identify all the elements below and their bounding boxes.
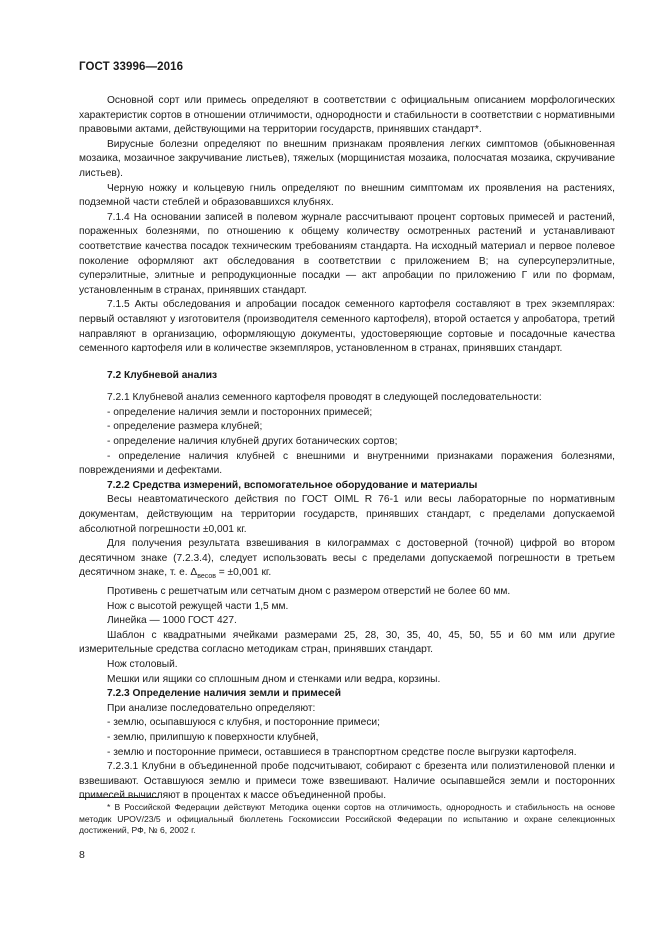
paragraph: При анализе последовательно определяют:: [107, 702, 316, 714]
list-item: - определение наличия земли и посторонних примесей;: [107, 406, 373, 418]
paragraph-text: = ±0,001 кг.: [215, 567, 272, 579]
list-item: - определение наличия клубней с внешними и внутренними признаками поражения болезнями, повреждениями и дефектами.: [79, 450, 615, 477]
paragraph: Черную ножку и кольцевую гниль определяют по внешним симптомам их проявления на растениях, подземной части стеблей и образовавшихся клубнях.: [79, 182, 615, 209]
subscript: весов: [197, 573, 216, 581]
footnote-divider: [79, 797, 159, 798]
subsection-heading-7-2-3: 7.2.3 Определение наличия земли и примесей: [107, 688, 341, 700]
document-header: ГОСТ 33996—2016: [79, 61, 184, 73]
section-heading-7-2: 7.2 Клубневой анализ: [107, 369, 218, 381]
paragraph: Весы неавтоматического действия по ГОСТ OIML R 76-1 или весы лабораторные по нормативным документам, действующим на территории государств, принявших стандарт, с пределами допускаемой абсолютной погрешности ±0,001 кг.: [79, 494, 615, 535]
page-number: 8: [79, 849, 85, 861]
footnote: * В Российской Федерации действуют Методика оценки сортов на отличимость, однородность и стабильность на основе методик UPOV/23/5 и официальный бюллетень Госкомиссии Российской Федерации по испытанию и охране селекционных достижений, РФ, № 6, 2002 г.: [79, 802, 615, 836]
paragraph: Вирусные болезни определяют по внешним признакам проявления легких симптомов (обыкновенная мозаика, мозаичное закручивание листьев), тяжелых (морщинистая мозаика, полосчатая мозаика, скручивание листьев).: [79, 138, 615, 179]
list-item: - землю, прилипшую к поверхности клубней,: [107, 731, 319, 743]
paragraph: Противень с решетчатым или сетчатым дном с размером отверстий не более 60 мм.: [107, 586, 511, 598]
list-item: - определение размера клубней;: [107, 421, 263, 433]
paragraph-text: Для получения результата взвешивания в килограммах с достоверной (точной) цифрой во втором десятичном знаке (7.2.3.4), следует использовать весы с пределами допускаемой погрешности в третьем десятичном знаке, т. е. Δ: [79, 538, 615, 579]
list-item: - землю, осыпавшуюся с клубня, и посторонние примеси;: [107, 717, 380, 729]
paragraph: Шаблон с квадратными ячейками размерами 25, 28, 30, 35, 40, 45, 50, 55 и 60 мм или другие измерительные средства согласно методикам стран, принявших стандарт.: [79, 629, 615, 656]
paragraph-7-2-1: 7.2.1 Клубневой анализ семенного картофеля проводят в следующей последовательности:: [107, 392, 542, 404]
list-item: - землю и посторонние примеси, оставшиеся в транспортном средстве после выгрузки картофеля.: [107, 746, 577, 758]
paragraph: Основной сорт или примесь определяют в соответствии с официальным описанием морфологических характеристик сортов в отношении отличимости, однородности и стабильности в соответствии с нормативными правовыми актами, действующими на территории государств, принявших стандарт*.: [79, 95, 615, 136]
subsection-heading-7-2-2: 7.2.2 Средства измерений, вспомогательное оборудование и материалы: [107, 479, 478, 491]
paragraph-7-1-5: 7.1.5 Акты обследования и апробации посадок семенного картофеля составляют в трех экземплярах: первый оставляют у изготовителя (производителя семенного картофеля), второй остается у апробатора, третий направляют в организацию, оформляющую документы, удостоверяющие сортовые и посадочные качества семенного картофеля или в количестве экземпляров, установленном в странах, принявших стандарт.: [79, 299, 615, 355]
paragraph: [79, 537, 615, 585]
document-body: [79, 94, 615, 804]
paragraph: Нож столовый.: [107, 659, 178, 670]
paragraph-7-1-4: 7.1.4 На основании записей в полевом журнале рассчитывают процент сортовых примесей и растений, пораженных болезнями, по отношению к общему количеству осмотренных растений и устанавливают соответствие качества посадок техническим требованиям стандарта. На исходный материал и первое полевое поколение оформляют акт обследования в соответствии с приложением В; на суперсуперэлитные, суперэлитные, элитные и репродукционные посадки — акт апробации по приложению Г или по формам, установленным в странах, принявших стандарт.: [79, 211, 615, 296]
paragraph: Линейка — 1000 ГОСТ 427.: [107, 615, 237, 627]
paragraph-7-2-3-1: 7.2.3.1 Клубни в объединенной пробе подсчитывают, собирают с брезента или полиэтиленовой пленки и взвешивают. Оставшуюся землю и примеси тоже взвешивают. Наличие осыпавшейся земли и посторонних примесей вычисляют в процентах к массе объединенной пробы.: [79, 761, 615, 802]
paragraph: Мешки или ящики со сплошным дном и стенками или ведра, корзины.: [107, 673, 441, 685]
list-item: - определение наличия клубней других ботанических сортов;: [107, 436, 398, 448]
paragraph: Нож с высотой режущей части 1,5 мм.: [107, 600, 289, 612]
